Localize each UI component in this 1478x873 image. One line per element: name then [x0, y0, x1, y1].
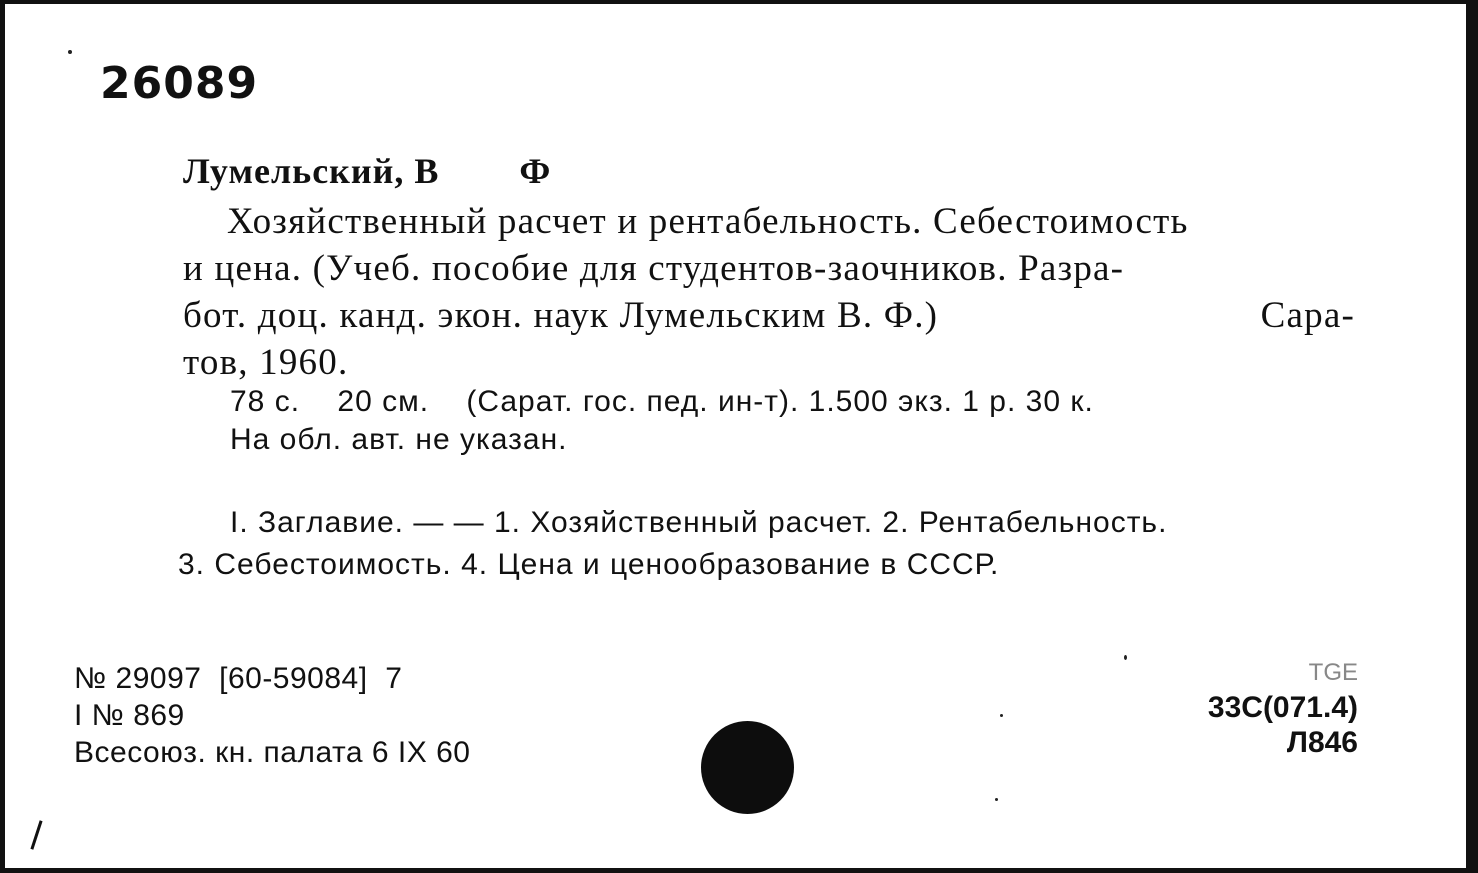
registration-line: № 29097 [60-59084] 7 [74, 662, 403, 695]
publisher-line: Всесоюз. кн. палата 6 IX 60 [74, 736, 471, 769]
punch-hole [701, 721, 794, 814]
scan-speck [1124, 655, 1127, 660]
scan-border-bottom [0, 868, 1478, 873]
scan-speck [1000, 714, 1003, 717]
registration-line: I № 869 [74, 699, 185, 732]
scan-speck [68, 50, 72, 54]
author-mark: Л846 [1286, 726, 1358, 759]
title-line-part: бот. доц. канд. экон. наук Лумельским В. Ф.) [183, 295, 939, 336]
title-line [183, 292, 1355, 339]
collation-block [230, 383, 1094, 459]
title-line: Хозяйственный расчет и рентабельность. Себестоимость [227, 201, 1189, 242]
title-line: и цена. (Учеб. пособие для студентов-заочников. Разра- [183, 248, 1125, 289]
title-line-part: Сара- [1260, 295, 1355, 336]
subject-line: I. Заглавие. — — 1. Хозяйственный расчет. 2. Рентабельность. [230, 506, 1168, 539]
accession-number: 26089 [100, 58, 259, 109]
collation-note: На обл. авт. не указан. [230, 423, 568, 456]
author-heading: Лумельский, В Ф [183, 151, 552, 191]
scan-border-top [0, 0, 1478, 4]
subject-tracings [178, 502, 1348, 586]
scan-speck [995, 798, 998, 801]
classification-block [1208, 655, 1358, 760]
scan-border-left [0, 0, 5, 873]
registration-info [74, 660, 470, 771]
title-line: тов, 1960. [183, 342, 349, 383]
title-description [183, 198, 1355, 386]
subject-line: 3. Себестоимость. 4. Цена и ценообразование в СССР. [178, 548, 1000, 581]
faint-note: ТGE [1308, 659, 1358, 686]
scan-border-right [1466, 0, 1478, 873]
pen-mark [30, 820, 42, 849]
classification-code: 33C(071.4) [1207, 691, 1358, 724]
collation-line: 78 с. 20 см. (Сарат. гос. пед. ин-т). 1.500 экз. 1 р. 30 к. [230, 385, 1094, 418]
